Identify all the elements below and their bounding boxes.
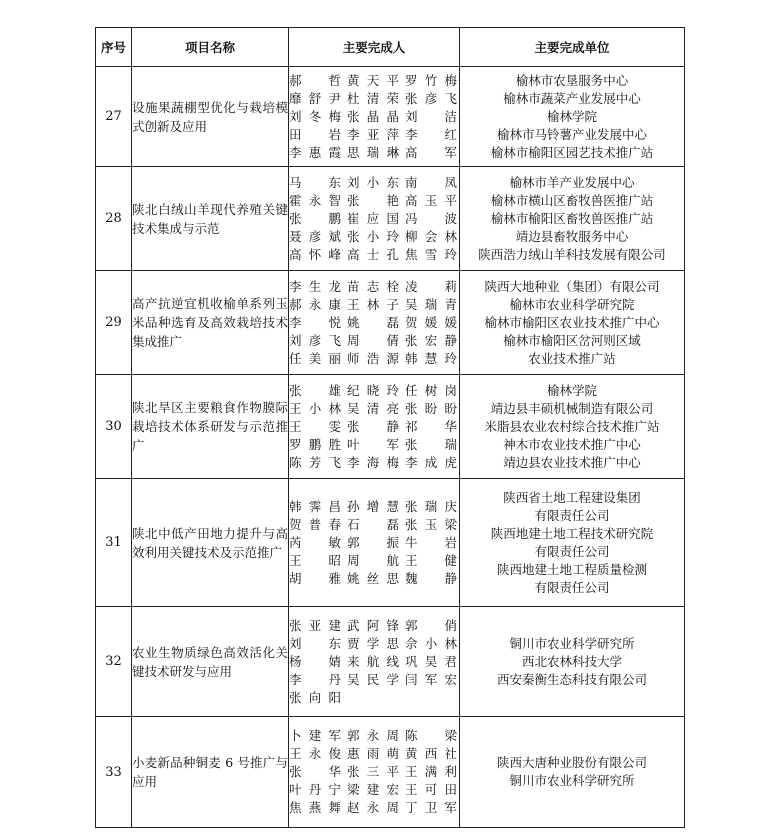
row-number: 31 bbox=[96, 479, 132, 607]
person-name: 牛 岩 bbox=[405, 534, 457, 550]
person-name: 陈芳飞 bbox=[289, 454, 341, 470]
person-name: 刘 洁 bbox=[405, 108, 457, 124]
unit-name: 靖边县丰硕机械制造有限公司 bbox=[490, 400, 654, 416]
main-people-cell bbox=[289, 271, 460, 375]
person-name: 叶 军 bbox=[347, 436, 399, 452]
person-name: 周 航 bbox=[347, 552, 399, 568]
person-name: 贺媛媛 bbox=[405, 314, 457, 330]
person-name: 韩慧玲 bbox=[405, 350, 457, 366]
person-name: 郭永周 bbox=[347, 728, 399, 743]
person-name: 崔应国 bbox=[347, 210, 399, 226]
person-name: 胡 雅 bbox=[289, 570, 341, 586]
person-name: 刘冬梅 bbox=[289, 108, 341, 124]
person-name: 卜建军 bbox=[289, 728, 341, 743]
person-name: 祁 华 bbox=[405, 418, 457, 434]
person-name: 杜清荣 bbox=[347, 90, 399, 106]
project-name: 陕北白绒山羊现代养殖关键技术集成与示范 bbox=[132, 167, 289, 271]
person-name: 姚 磊 bbox=[347, 314, 399, 330]
person-name: 思瑞琳 bbox=[347, 144, 399, 160]
header-no: 序号 bbox=[96, 28, 132, 67]
table-row bbox=[96, 375, 685, 479]
person-name: 焦雪玲 bbox=[405, 246, 457, 262]
person-name: 张 鹏 bbox=[289, 210, 341, 226]
person-name: 丁卫军 bbox=[405, 800, 457, 815]
person-name: 郭 振 bbox=[347, 534, 399, 550]
unit-name: 榆林市榆阳区农业技术推广中心 bbox=[484, 314, 660, 330]
person-name: 任树岗 bbox=[405, 382, 457, 398]
person-name: 吴瑞青 bbox=[405, 296, 457, 312]
person-name: 王可田 bbox=[405, 782, 457, 797]
unit-name: 铜川市农业科学研究所 bbox=[509, 773, 635, 788]
row-number: 33 bbox=[96, 717, 132, 828]
project-name: 设施果蔬棚型优化与栽培模式创新及应用 bbox=[132, 67, 289, 167]
main-people-cell bbox=[289, 167, 460, 271]
person-name: 张盼盼 bbox=[405, 400, 457, 416]
unit-name: 榆林市农垦服务中心 bbox=[515, 72, 629, 88]
main-units-cell bbox=[460, 67, 685, 167]
person-name: 苗志栓 bbox=[347, 278, 399, 294]
unit-name: 靖边县畜牧服务中心 bbox=[515, 228, 629, 244]
person-name: 郭 俏 bbox=[405, 617, 457, 633]
person-name: 冯 波 bbox=[405, 210, 457, 226]
person-name: 罗竹梅 bbox=[405, 72, 457, 88]
main-people-cell bbox=[289, 375, 460, 479]
person-name: 刘 东 bbox=[289, 635, 341, 651]
person-name: 李 丹 bbox=[289, 671, 341, 687]
person-name: 王林子 bbox=[347, 296, 399, 312]
unit-name: 榆林市榆阳区园艺技术推广站 bbox=[490, 144, 654, 160]
person-name: 罗鹏胜 bbox=[289, 436, 341, 452]
main-units-cell bbox=[460, 717, 685, 828]
unit-name: 榆林市蔬菜产业发展中心 bbox=[503, 90, 641, 106]
person-name: 张 华 bbox=[289, 764, 341, 779]
unit-name: 有限责任公司 bbox=[534, 507, 610, 523]
person-name: 吴清亮 bbox=[347, 400, 399, 416]
person-name: 张 雄 bbox=[289, 382, 341, 398]
main-units-cell bbox=[460, 375, 685, 479]
person-name: 武阿锋 bbox=[347, 617, 399, 633]
person-name: 魏 静 bbox=[405, 570, 457, 586]
person-name: 吴民学 bbox=[347, 671, 399, 687]
main-people-cell bbox=[289, 67, 460, 167]
unit-name: 西北农林科技大学 bbox=[521, 653, 622, 669]
person-name: 张向阳 bbox=[289, 689, 341, 705]
main-units-cell bbox=[460, 607, 685, 717]
person-name: 刘小东 bbox=[347, 174, 399, 190]
person-name: 纪晓玲 bbox=[347, 382, 399, 398]
table-body bbox=[96, 67, 685, 828]
person-name: 王 雯 bbox=[289, 418, 341, 434]
person-name: 贺普春 bbox=[289, 516, 341, 532]
person-name: 李成虎 bbox=[405, 454, 457, 470]
unit-name: 有限责任公司 bbox=[534, 543, 610, 559]
unit-name: 西安秦衡生态科技有限公司 bbox=[496, 671, 647, 687]
unit-name: 陕西地建土地工程技术研究院 bbox=[490, 525, 654, 541]
row-number: 32 bbox=[96, 607, 132, 717]
person-name: 石 磊 bbox=[347, 516, 399, 532]
unit-name: 榆林市横山区畜牧兽医推广站 bbox=[490, 192, 654, 208]
person-name: 梁建宏 bbox=[347, 782, 399, 797]
project-name: 陕北旱区主要粮食作物膜际栽培技术体系研发与示范推广 bbox=[132, 375, 289, 479]
header-project-name: 项目名称 bbox=[132, 28, 289, 67]
table-header bbox=[96, 28, 685, 67]
person-name: 李 悦 bbox=[289, 314, 341, 330]
unit-name: 农业技术推广站 bbox=[528, 350, 616, 366]
table-row bbox=[96, 607, 685, 717]
person-name: 聂彦斌 bbox=[289, 228, 341, 244]
person-name: 柳会林 bbox=[405, 228, 457, 244]
person-name: 叶丹宁 bbox=[289, 782, 341, 797]
person-name: 李亚萍 bbox=[347, 126, 399, 142]
main-people-cell bbox=[289, 479, 460, 607]
project-name: 高产抗逆宜机收榆单系列玉米品种选育及高效栽培技术集成推广 bbox=[132, 271, 289, 375]
person-name: 惠雨萌 bbox=[347, 746, 399, 761]
person-name: 张 静 bbox=[347, 418, 399, 434]
row-number: 28 bbox=[96, 167, 132, 271]
row-number: 27 bbox=[96, 67, 132, 167]
unit-name: 榆林市榆阳区畜牧兽医推广站 bbox=[490, 210, 654, 226]
person-name: 靡舒尹 bbox=[289, 90, 341, 106]
unit-name: 铜川市农业科学研究所 bbox=[509, 635, 635, 651]
table-row bbox=[96, 271, 685, 375]
table-row bbox=[96, 479, 685, 607]
person-name: 郝 哲 bbox=[289, 72, 341, 88]
main-units-cell bbox=[460, 479, 685, 607]
row-number: 30 bbox=[96, 375, 132, 479]
unit-name: 陕西大地种业（集团）有限公司 bbox=[484, 278, 660, 294]
person-name: 张亚建 bbox=[289, 617, 341, 633]
person-name: 霍永智 bbox=[289, 192, 341, 208]
unit-name: 神木市农业技术推广中心 bbox=[503, 436, 641, 452]
unit-name: 陕西地建土地工程质量检测 bbox=[496, 561, 647, 577]
person-name: 高怀峰 bbox=[289, 246, 341, 262]
unit-name: 榆林学院 bbox=[546, 382, 597, 398]
main-people-cell bbox=[289, 717, 460, 828]
person-name: 张三平 bbox=[347, 764, 399, 779]
unit-name: 榆林市羊产业发展中心 bbox=[509, 174, 635, 190]
person-name: 姚丝思 bbox=[347, 570, 399, 586]
table-row bbox=[96, 167, 685, 271]
person-name: 贾学思 bbox=[347, 635, 399, 651]
person-name: 李海梅 bbox=[347, 454, 399, 470]
unit-name: 陕西省土地工程建设集团 bbox=[503, 489, 641, 505]
person-name: 张玉梁 bbox=[405, 516, 457, 532]
person-name: 南 凤 bbox=[405, 174, 457, 190]
person-name: 张 瑞 bbox=[405, 436, 457, 452]
person-name: 孙增慧 bbox=[347, 498, 399, 514]
person-name: 芮 敏 bbox=[289, 534, 341, 550]
unit-name: 榆林学院 bbox=[546, 108, 597, 124]
person-name: 张彦飞 bbox=[405, 90, 457, 106]
person-name: 黄西社 bbox=[405, 746, 457, 761]
unit-name: 榆林市榆阳区岔河则区域 bbox=[503, 332, 641, 348]
header-main-units: 主要完成单位 bbox=[460, 28, 685, 67]
person-name: 巩昊君 bbox=[405, 653, 457, 669]
person-name: 陈 梁 bbox=[405, 728, 457, 743]
person-name: 张小玲 bbox=[347, 228, 399, 244]
person-name: 张晶晶 bbox=[347, 108, 399, 124]
person-name: 王满利 bbox=[405, 764, 457, 779]
main-units-cell bbox=[460, 271, 685, 375]
person-name: 李惠霞 bbox=[289, 144, 341, 160]
person-name: 任美丽 bbox=[289, 350, 341, 366]
person-name: 黄天平 bbox=[347, 72, 399, 88]
person-name: 王永俊 bbox=[289, 746, 341, 761]
main-units-cell bbox=[460, 167, 685, 271]
person-name: 凌 莉 bbox=[405, 278, 457, 294]
project-name: 陕北中低产田地力提升与高效利用关键技术及示范推广 bbox=[132, 479, 289, 607]
person-name: 韩霁昌 bbox=[289, 498, 341, 514]
person-name: 高 军 bbox=[405, 144, 457, 160]
person-name: 田 岩 bbox=[289, 126, 341, 142]
person-name: 焦燕舞 bbox=[289, 800, 341, 815]
person-name: 王小林 bbox=[289, 400, 341, 416]
person-name: 高玉平 bbox=[405, 192, 457, 208]
unit-name: 靖边县农业技术推广中心 bbox=[503, 454, 641, 470]
table-row bbox=[96, 67, 685, 167]
person-name: 张 艳 bbox=[347, 192, 399, 208]
person-name: 来航线 bbox=[347, 653, 399, 669]
person-name: 张宏静 bbox=[405, 332, 457, 348]
main-people-cell bbox=[289, 607, 460, 717]
unit-name: 榆林市农业科学研究院 bbox=[509, 296, 635, 312]
table-row bbox=[96, 717, 685, 828]
person-name: 佘小林 bbox=[405, 635, 457, 651]
header-main-people: 主要完成人 bbox=[289, 28, 460, 67]
person-name: 周 倩 bbox=[347, 332, 399, 348]
award-table bbox=[95, 27, 685, 828]
person-name: 李 红 bbox=[405, 126, 457, 142]
unit-name: 米脂县农业农村综合技术推广站 bbox=[484, 418, 660, 434]
person-name: 郝永康 bbox=[289, 296, 341, 312]
unit-name: 榆林市马铃薯产业发展中心 bbox=[496, 126, 647, 142]
project-name: 农业生物质绿色高效活化关键技术研发与应用 bbox=[132, 607, 289, 717]
person-name: 李生龙 bbox=[289, 278, 341, 294]
unit-name: 陕西浩力绒山羊科技发展有限公司 bbox=[478, 246, 666, 262]
row-number: 29 bbox=[96, 271, 132, 375]
person-name: 王 健 bbox=[405, 552, 457, 568]
person-name: 张瑞庆 bbox=[405, 498, 457, 514]
person-name: 赵永周 bbox=[347, 800, 399, 815]
person-name: 王 昭 bbox=[289, 552, 341, 568]
person-name: 马 东 bbox=[289, 174, 341, 190]
project-name: 小麦新品种铜麦 6 号推广与应用 bbox=[132, 717, 289, 828]
unit-name: 陕西大唐种业股份有限公司 bbox=[496, 755, 647, 770]
person-name: 闫军宏 bbox=[405, 671, 457, 687]
person-name: 刘彦飞 bbox=[289, 332, 341, 348]
person-name: 师浩源 bbox=[347, 350, 399, 366]
unit-name: 有限责任公司 bbox=[534, 579, 610, 595]
person-name: 高士孔 bbox=[347, 246, 399, 262]
person-name: 杨 婧 bbox=[289, 653, 341, 669]
